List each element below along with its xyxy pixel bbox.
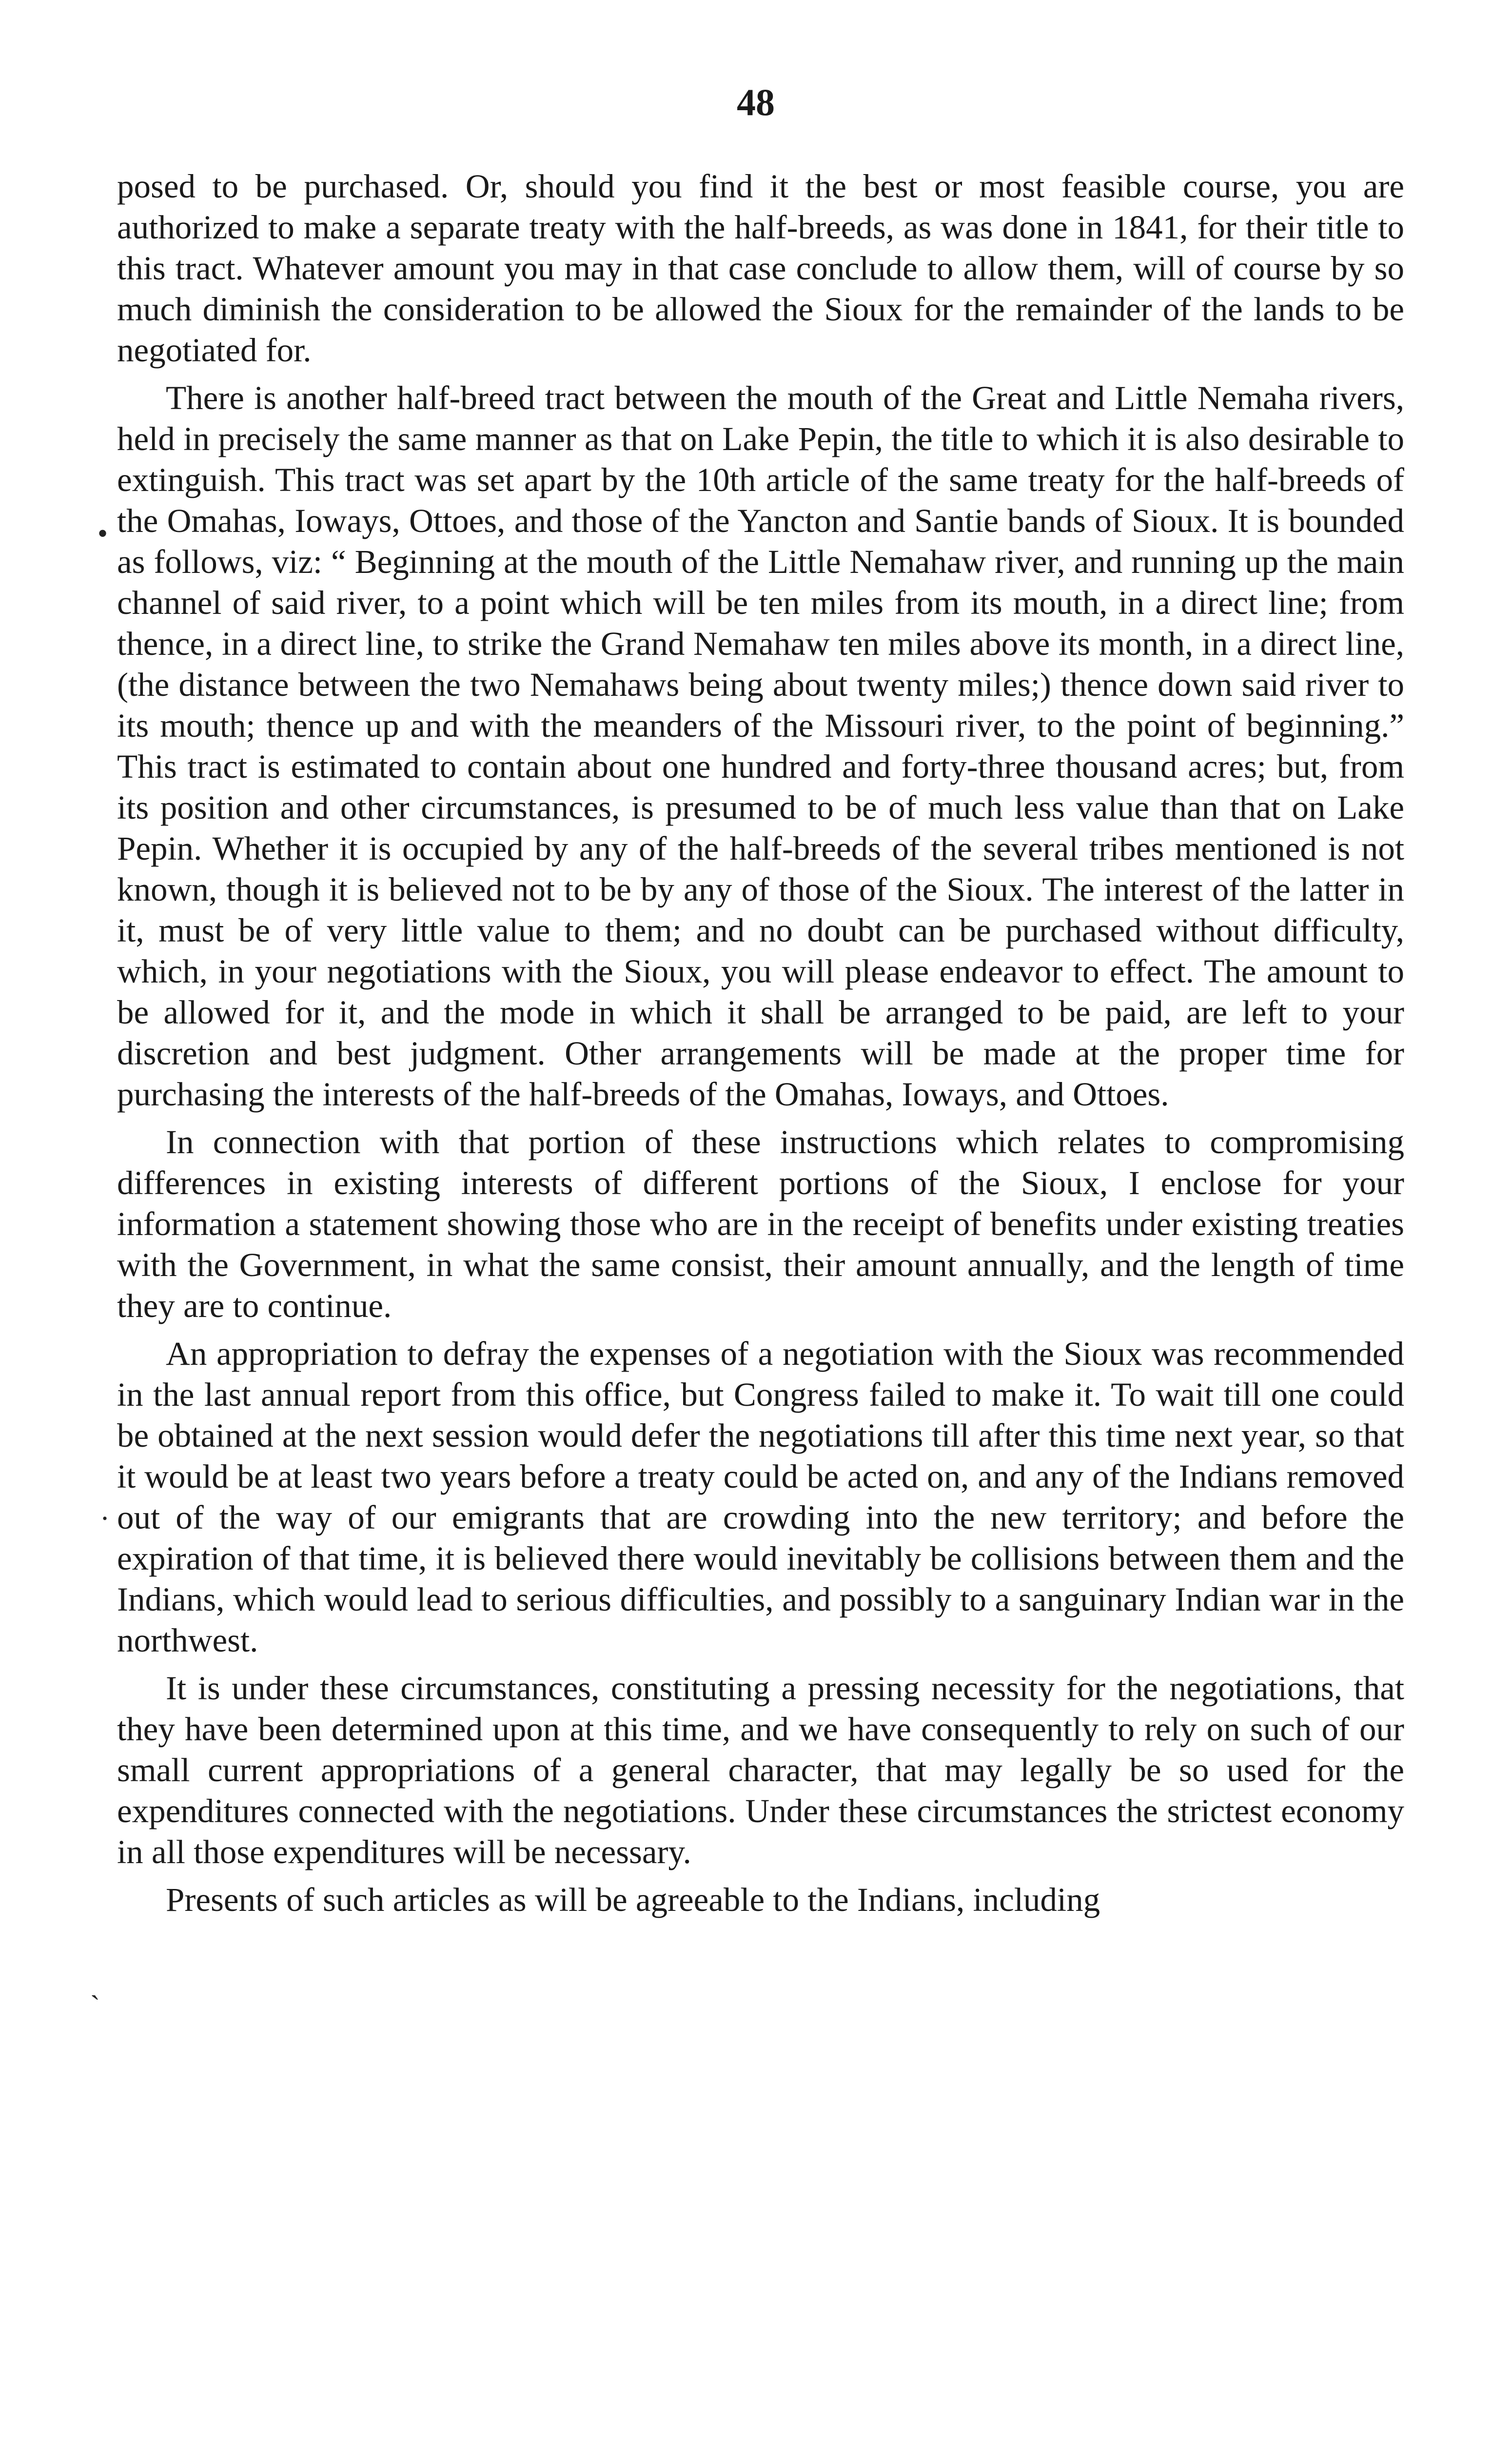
- margin-mark: ˋ: [90, 1990, 100, 2022]
- page-number: 48: [737, 81, 775, 123]
- body-text: [117, 166, 1404, 1927]
- paragraph-appropriation: An appropriation to defray the expenses of a negotiation with the Sioux was recommended in the last annual report from this office, but Congress failed to make it. To wait till one could be obtained at the next session would defer the negotiations till after this time next year, so that it would be at least two years before a treaty could be acted on, and any of the Indians removed out of the way of our emigrants that are crowding into the new territory; and before the expiration of that time, it is believed there would inevitably be collisions between them and the Indians, which would lead to serious difficulties, and possibly to a sanguinary Indian war in the northwest.: [117, 1335, 1404, 1659]
- paragraph-circumstances: It is under these circumstances, constituting a pressing necessity for the negotiations, that they have been determined upon at this time, and we have consequently to rely on such of our small current appropriations of a general character, that may legally be so used for the expenditures connected with the negotiations. Under these circumstances the strictest economy in all those expenditures will be necessary.: [117, 1670, 1404, 1870]
- margin-mark: ·: [100, 1502, 110, 1534]
- paragraph-half-breed-tract: There is another half-breed tract between the mouth of the Great and Little Nemaha rivers, held in precisely the same manner as that on Lake Pepin, the title to which it is also desirable to extinguish. This tract was set apart by the 10th article of the same treaty for the half-breeds of the Omahas, Ioways, Ottoes, and those of the Yancton and Santie bands of Sioux. It is bounded as follows, viz: “ Beginning at the mouth of the Little Nemahaw river, and running up the main channel of said river, to a point which will be ten miles from its mouth, in a direct line; from thence, in a direct line, to strike the Grand Nemahaw ten miles above its month, in a direct line, (the distance between the two Nemahaws being about twenty miles;) thence down said river to its mouth; thence up and with the meanders of the Missouri river, to the point of beginning.” This tract is estimated to contain about one hundred and forty-three thousand acres; but, from its position and other circumstances, is presumed to be of much less value than that on Lake Pepin. Whether it is occupied by any of the half-breeds of the several tribes mentioned is not known, though it is believed not to be by any of those of the Sioux. The interest of the latter in it, must be of very little value to them; and no doubt can be purchased without difficulty, which, in your negotiations with the Sioux, you will please endeavor to effect. The amount to be allowed for it, and the mode in which it shall be arranged to be paid, are left to your discretion and best judgment. Other arrangements will be made at the proper time for purchasing the interests of the half-breeds of the Omahas, Ioways, and Ottoes.: [117, 379, 1404, 1113]
- margin-mark: •: [98, 517, 108, 550]
- paragraph-continued: posed to be purchased. Or, should you find it the best or most feasible course, you are authorized to make a separate treaty with the half-breeds, as was done in 1841, for their title to this tract. Whatever amount you may in that case conclude to allow them, will of course by so much diminish the consideration to be allowed the Sioux for the remainder of the lands to be negotiated for.: [117, 168, 1404, 369]
- paragraph-existing-interests: In connection with that portion of these instructions which relates to compromising differences in existing interests of different portions of the Sioux, I enclose for your information a statement showing those who are in the receipt of benefits under existing treaties with the Government, in what the same consist, their amount annually, and the length of time they are to continue.: [117, 1123, 1404, 1324]
- paragraph-presents: Presents of such articles as will be agreeable to the Indians, including: [166, 1881, 1100, 1918]
